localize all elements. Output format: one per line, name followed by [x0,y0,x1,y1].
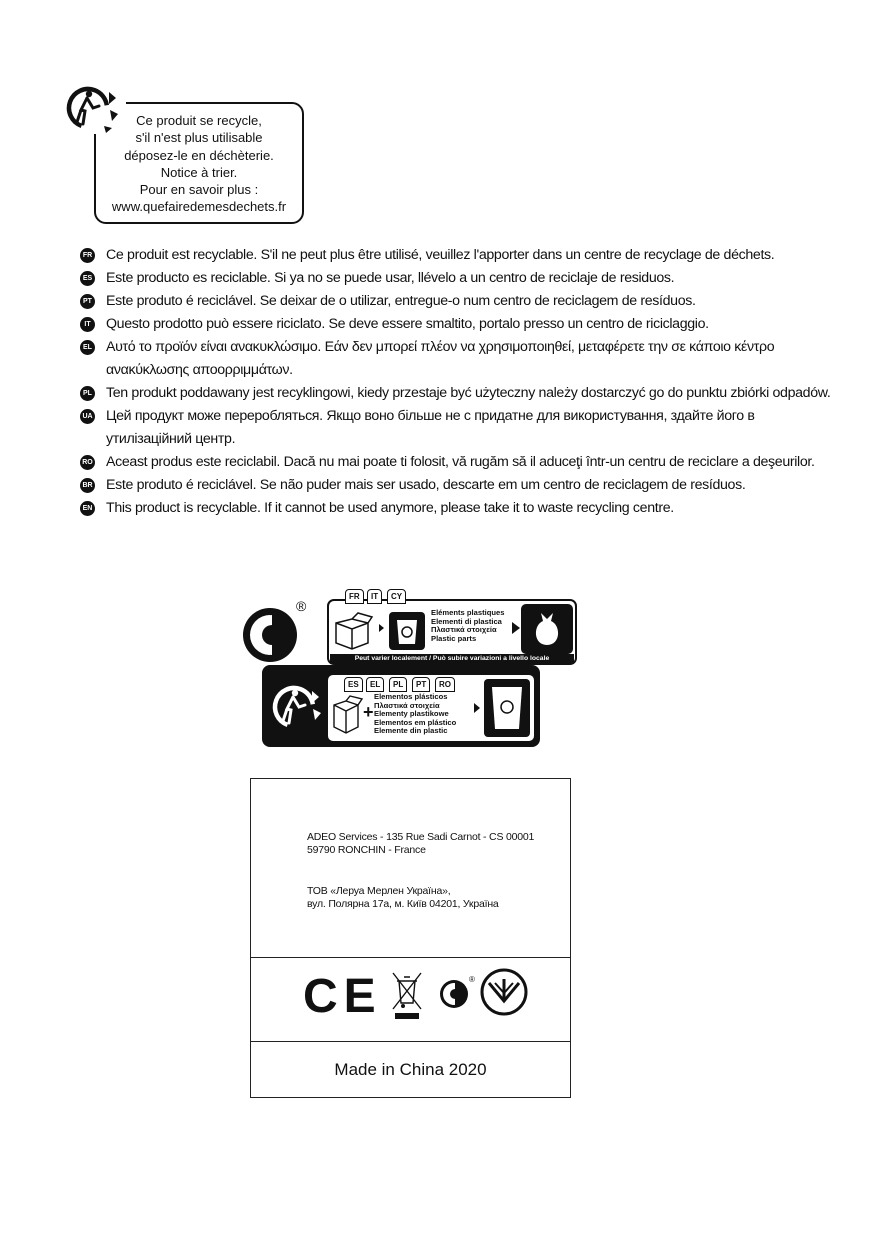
lang-badge: FR [80,248,95,263]
upper-materials [431,609,504,643]
lang-badge: UA [80,409,95,424]
green-dot-icon [439,979,469,1014]
sorting-panel-lower [262,665,540,747]
lang-row-es [80,267,840,290]
lang-row-el [80,336,840,382]
lang-badge: PL [80,386,95,401]
lang-text: Este produto é reciclável. Se deixar de o utilizar, entregue-o num centro de reciclagem de resíduos. [106,293,696,309]
certification-marks [251,957,570,1042]
address-ua-line1: ТОВ «Леруа Мерлен Україна», [307,885,451,897]
lang-text: Este producto es reciclable. Si ya no se puede usar, llévelo a un centro de reciclaje de residuos. [106,270,675,286]
triman-recycle-icon [66,80,126,134]
country-tag: ES [344,677,363,692]
material-line: Elementos em plástico [374,717,457,727]
made-in-label: Made in China 2020 [334,1060,487,1079]
country-tag: PT [412,677,430,692]
weee-bin-icon [391,971,423,1028]
material-line: Eléments plastiques [431,608,505,617]
registered-mark: ® [296,598,307,614]
lang-badge: EN [80,501,95,516]
plus-sign: + [363,702,374,722]
lang-row-ua [80,405,840,451]
triman-line: Pour en savoir plus : [139,182,259,198]
sorting-panel-upper [327,592,577,665]
lang-row-ro [80,451,840,474]
lower-materials [374,693,456,736]
lang-row-br [80,474,840,497]
address-fr-line1: ADEO Services - 135 Rue Sadi Carnot - CS 00001 [307,831,535,843]
material-line: Πλαστικά στοιχεία [374,700,440,710]
material-line: Πλαστικά στοιχεία [431,625,497,635]
triman-line: Ce produit se recycle, [136,113,262,128]
country-tag: PL [389,677,407,692]
lang-badge: ES [80,271,95,286]
box-icon [332,611,376,656]
material-line: Elementi di plastica [431,616,502,626]
lang-row-pl [80,382,840,405]
lang-row-it [80,313,840,336]
lang-badge: RO [80,455,95,470]
lang-text: Aceast produs este reciclabil. Dacă nu mai poate ti folosit, vă rugăm să il aduceţi într-un centru de reciclare a deşeurilor. [106,454,815,470]
lang-text: This product is recyclable. If it cannot be used anymore, please take it to waste recycling centre. [106,500,674,516]
lang-row-fr [80,244,840,267]
address-ua-line2: вул. Полярна 17а, м. Київ 04201, Україна [307,898,499,910]
material-line: Elementy plastikowe [374,709,449,719]
triman-line: Notice à trier. [160,164,238,180]
lang-text: Ce produit est recyclable. S'il ne peut plus être utilisé, veuillez l'apporter dans un centre de recyclage de déchets. [106,247,775,263]
arrow-right-icon [512,621,520,639]
vary-locally-note: Peut varier localement / Può subire variazioni a livello locale [330,654,574,664]
country-tag: IT [367,589,382,604]
trash-bag-icon [531,611,563,652]
info-table [250,778,571,1098]
lang-badge: EL [80,340,95,355]
language-statements [80,244,840,520]
material-line: Elementos plásticos [374,692,448,701]
country-tag: FR [345,589,364,604]
ce-mark: CE [303,970,382,1023]
material-line: Plastic parts [431,633,477,643]
lang-badge: BR [80,478,95,493]
country-tag: RO [435,677,455,692]
country-tag: EL [366,677,384,692]
lang-text: Αυτό το προϊόν είναι ανακυκλώσιμο. Εάν δεν μπορεί πλέον να χρησιμοποιηθεί, μεταφέρετε την σε κάποιο κέντρο ανακύκλωσης αποορριμμάτων. [106,339,775,378]
lang-badge: PT [80,294,95,309]
lang-text: Ten produkt poddawany jest recyklingowi, kiedy przestaje być użyteczny należy dostarczyć go do punktu zbiórki odpadów. [106,385,831,401]
triman-line: www.quefairedemesdechets.fr [111,199,287,215]
address-fr-line2: 59790 RONCHIN - France [307,844,426,856]
address-cell [251,779,570,958]
lang-badge: IT [80,317,95,332]
lang-row-pt [80,290,840,313]
lang-text: Questo prodotto può essere riciclato. Se deve essere smaltito, portalo presso un centro de riciclaggio. [106,316,709,332]
lang-text: Este produto é reciclável. Se não puder mais ser usado, descarte em um centro de reciclagem de resíduos. [106,477,746,493]
registered-mark: ® [469,975,475,984]
box-icon [332,695,364,740]
triman-line: déposez-le en déchèterie. [124,147,274,163]
lang-text: Цей продукт може переробляться. Якщо воно більше не с придатне для використування, здайте його в утилізаційний центр. [106,408,755,447]
triman-recycle-icon [270,681,322,738]
country-tag: CY [387,589,406,604]
triman-line: s'il n'est plus utilisable [135,130,263,146]
lang-row-en [80,497,840,520]
recycle-bin-icon [379,611,427,658]
ukrainian-conformity-mark-icon [479,967,529,1022]
material-line: Elemente din plastic [374,726,448,736]
green-dot-icon [242,607,298,663]
